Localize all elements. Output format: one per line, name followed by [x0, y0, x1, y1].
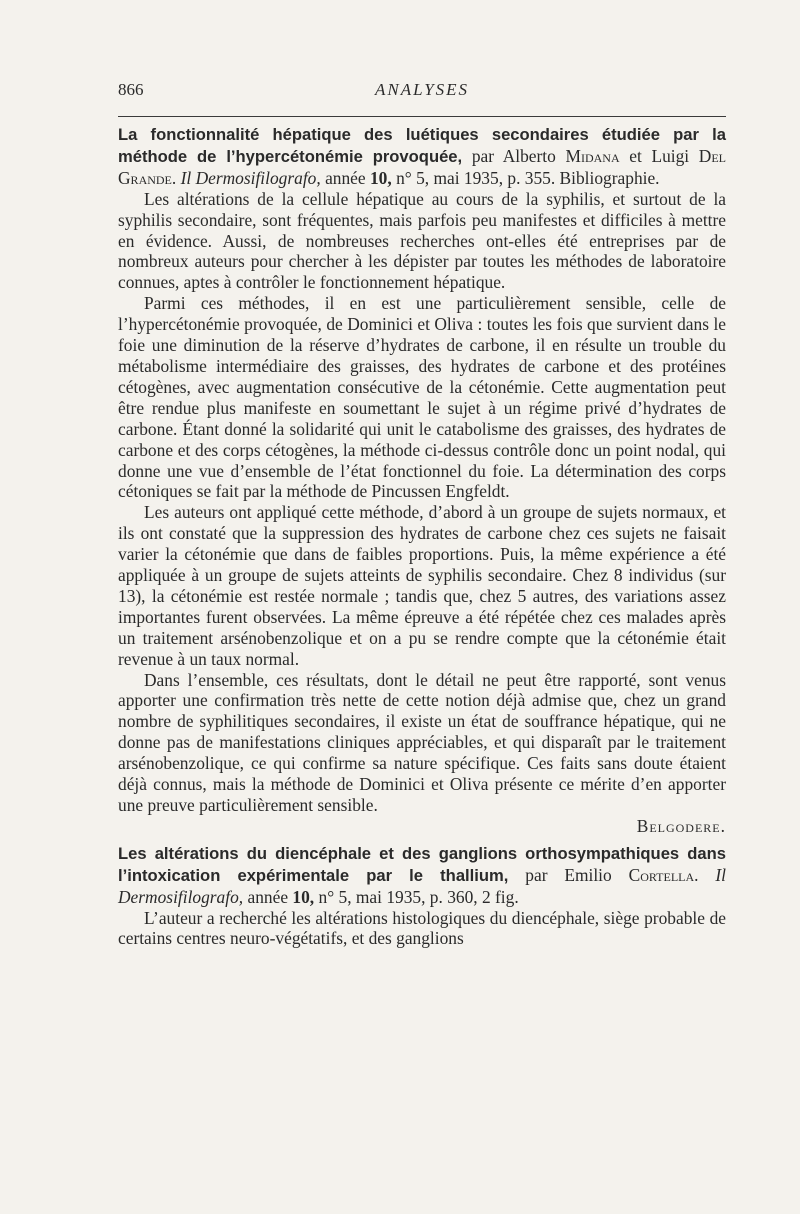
article-2-journal: Il Dermosifilografo, [118, 864, 727, 907]
article-1-author-1: Midana [565, 145, 620, 166]
article-2-issue-details: n° 5, mai 1935, p. 360, 2 fig. [318, 886, 519, 907]
article-2-title: Les altérations du diencéphale et des ganglions orthosympathiques dans l’intoxication expérimentale par le thallium, [118, 843, 726, 885]
article-2-year-label: année [247, 886, 289, 907]
article-2-heading [118, 843, 726, 908]
article-1-heading [118, 124, 726, 189]
article-1 [118, 124, 726, 837]
article-1-paragraph: Dans l’ensemble, ces résultats, dont le détail ne peut être rapporté, sont venus apporter une confirmation très nette de cette notion déjà admise que, chez un grand nombre de syphilitiques secondaires, il existe un état de souffrance hépatique, qui ne donne pas de manifestations cliniques appréciables, et qui disparaît par le traitement arsénobenzolique, ce qui confirme sa nature spécifique. Ces faits sans doute étaient déjà connus, mais la méthode de Dominici et Oliva présente ce mérite d’en apporter une preuve particulièrement sensible. [118, 669, 726, 815]
article-1-year-label: année [325, 167, 366, 188]
page-number: 866 [118, 80, 144, 99]
article-1-title: La fonctionnalité hépatique des luétiques secondaires étudiée par la méthode de l’hypercétonémie provoquée, [118, 125, 726, 166]
article-1-author-prefix: par Alberto [471, 145, 556, 166]
article-2 [118, 843, 726, 950]
article-1-volume: 10, [369, 167, 392, 188]
article-2-volume: 10, [292, 886, 315, 907]
article-1-author-join: et Luigi [629, 145, 690, 166]
article-2-author-prefix: par Emilio [525, 864, 612, 885]
article-1-journal: Il Dermosifilografo, [180, 167, 321, 188]
article-2-paragraph: L’auteur a recherché les altérations histologiques du diencéphale, siège probable de certains centres neuro-végétatifs, et des ganglions [118, 907, 726, 949]
article-1-issue-details: n° 5, mai 1935, p. 355. Bibliographie. [396, 167, 660, 188]
running-title: ANALYSES [374, 80, 470, 99]
article-1-author-2: Del Grande. [118, 145, 727, 188]
article-1-paragraph: Parmi ces méthodes, il en est une particulièrement sensible, celle de l’hypercétonémie provoquée, de Dominici et Oliva : toutes les fois que survient dans le foie une diminution de la réserve d’hydrates de carbone, il en résulte un trouble du métabolisme intermédiaire des graisses, des hydrates de carbone et des protéines cétogènes, avec augmentation consécutive de la cétonémie. Cette augmentation peut être rendue plus manifeste en soumettant le sujet à un régime privé d’hydrates de carbone. Étant donné la solidarité qui unit le catabolisme des graisses, des hydrates de carbone et des corps cétogènes, la méthode ci-dessus contrôle donc un point nodal, qui donne une vue d’ensemble de l’état fonctionnel du foie. La détermination des corps cétoniques se fait par la méthode de Pincussen Engfeldt. [118, 293, 726, 502]
running-head [118, 80, 726, 104]
article-1-paragraph: Les altérations de la cellule hépatique au cours de la syphilis, et surtout de la syphilis secondaire, sont fréquentes, mais parfois peu manifestes et difficiles à mettre en évidence. Aussi, de nombreuses recherches ont-elles été entreprises par de nombreux auteurs pour chercher à les dépister par toutes les méthodes de laboratoire connues, aptes à contrôler le fonctionnement hépatique. [118, 188, 726, 293]
article-1-signature: Belgodere. [636, 815, 726, 836]
article-1-paragraph: Les auteurs ont appliqué cette méthode, d’abord à un groupe de sujets normaux, et ils ont constaté que la suppression des hydrates de carbone chez ces sujets ne faisait varier la cétonémie que dans de faibles proportions. Puis, la même expérience a été appliquée à un groupe de sujets atteints de syphilis secondaire. Chez 8 individus (sur 13), la cétonémie est restée normale ; tandis que, chez 5 autres, des variations assez importantes furent observées. La même épreuve a été répétée chez ces malades après un traitement arsénobenzolique et on a pu se rendre compte que la cétonémie était revenue à un taux normal. [118, 502, 726, 669]
article-2-author-1: Cortella. [628, 864, 699, 885]
header-rule [118, 116, 726, 117]
body-text [118, 124, 726, 949]
